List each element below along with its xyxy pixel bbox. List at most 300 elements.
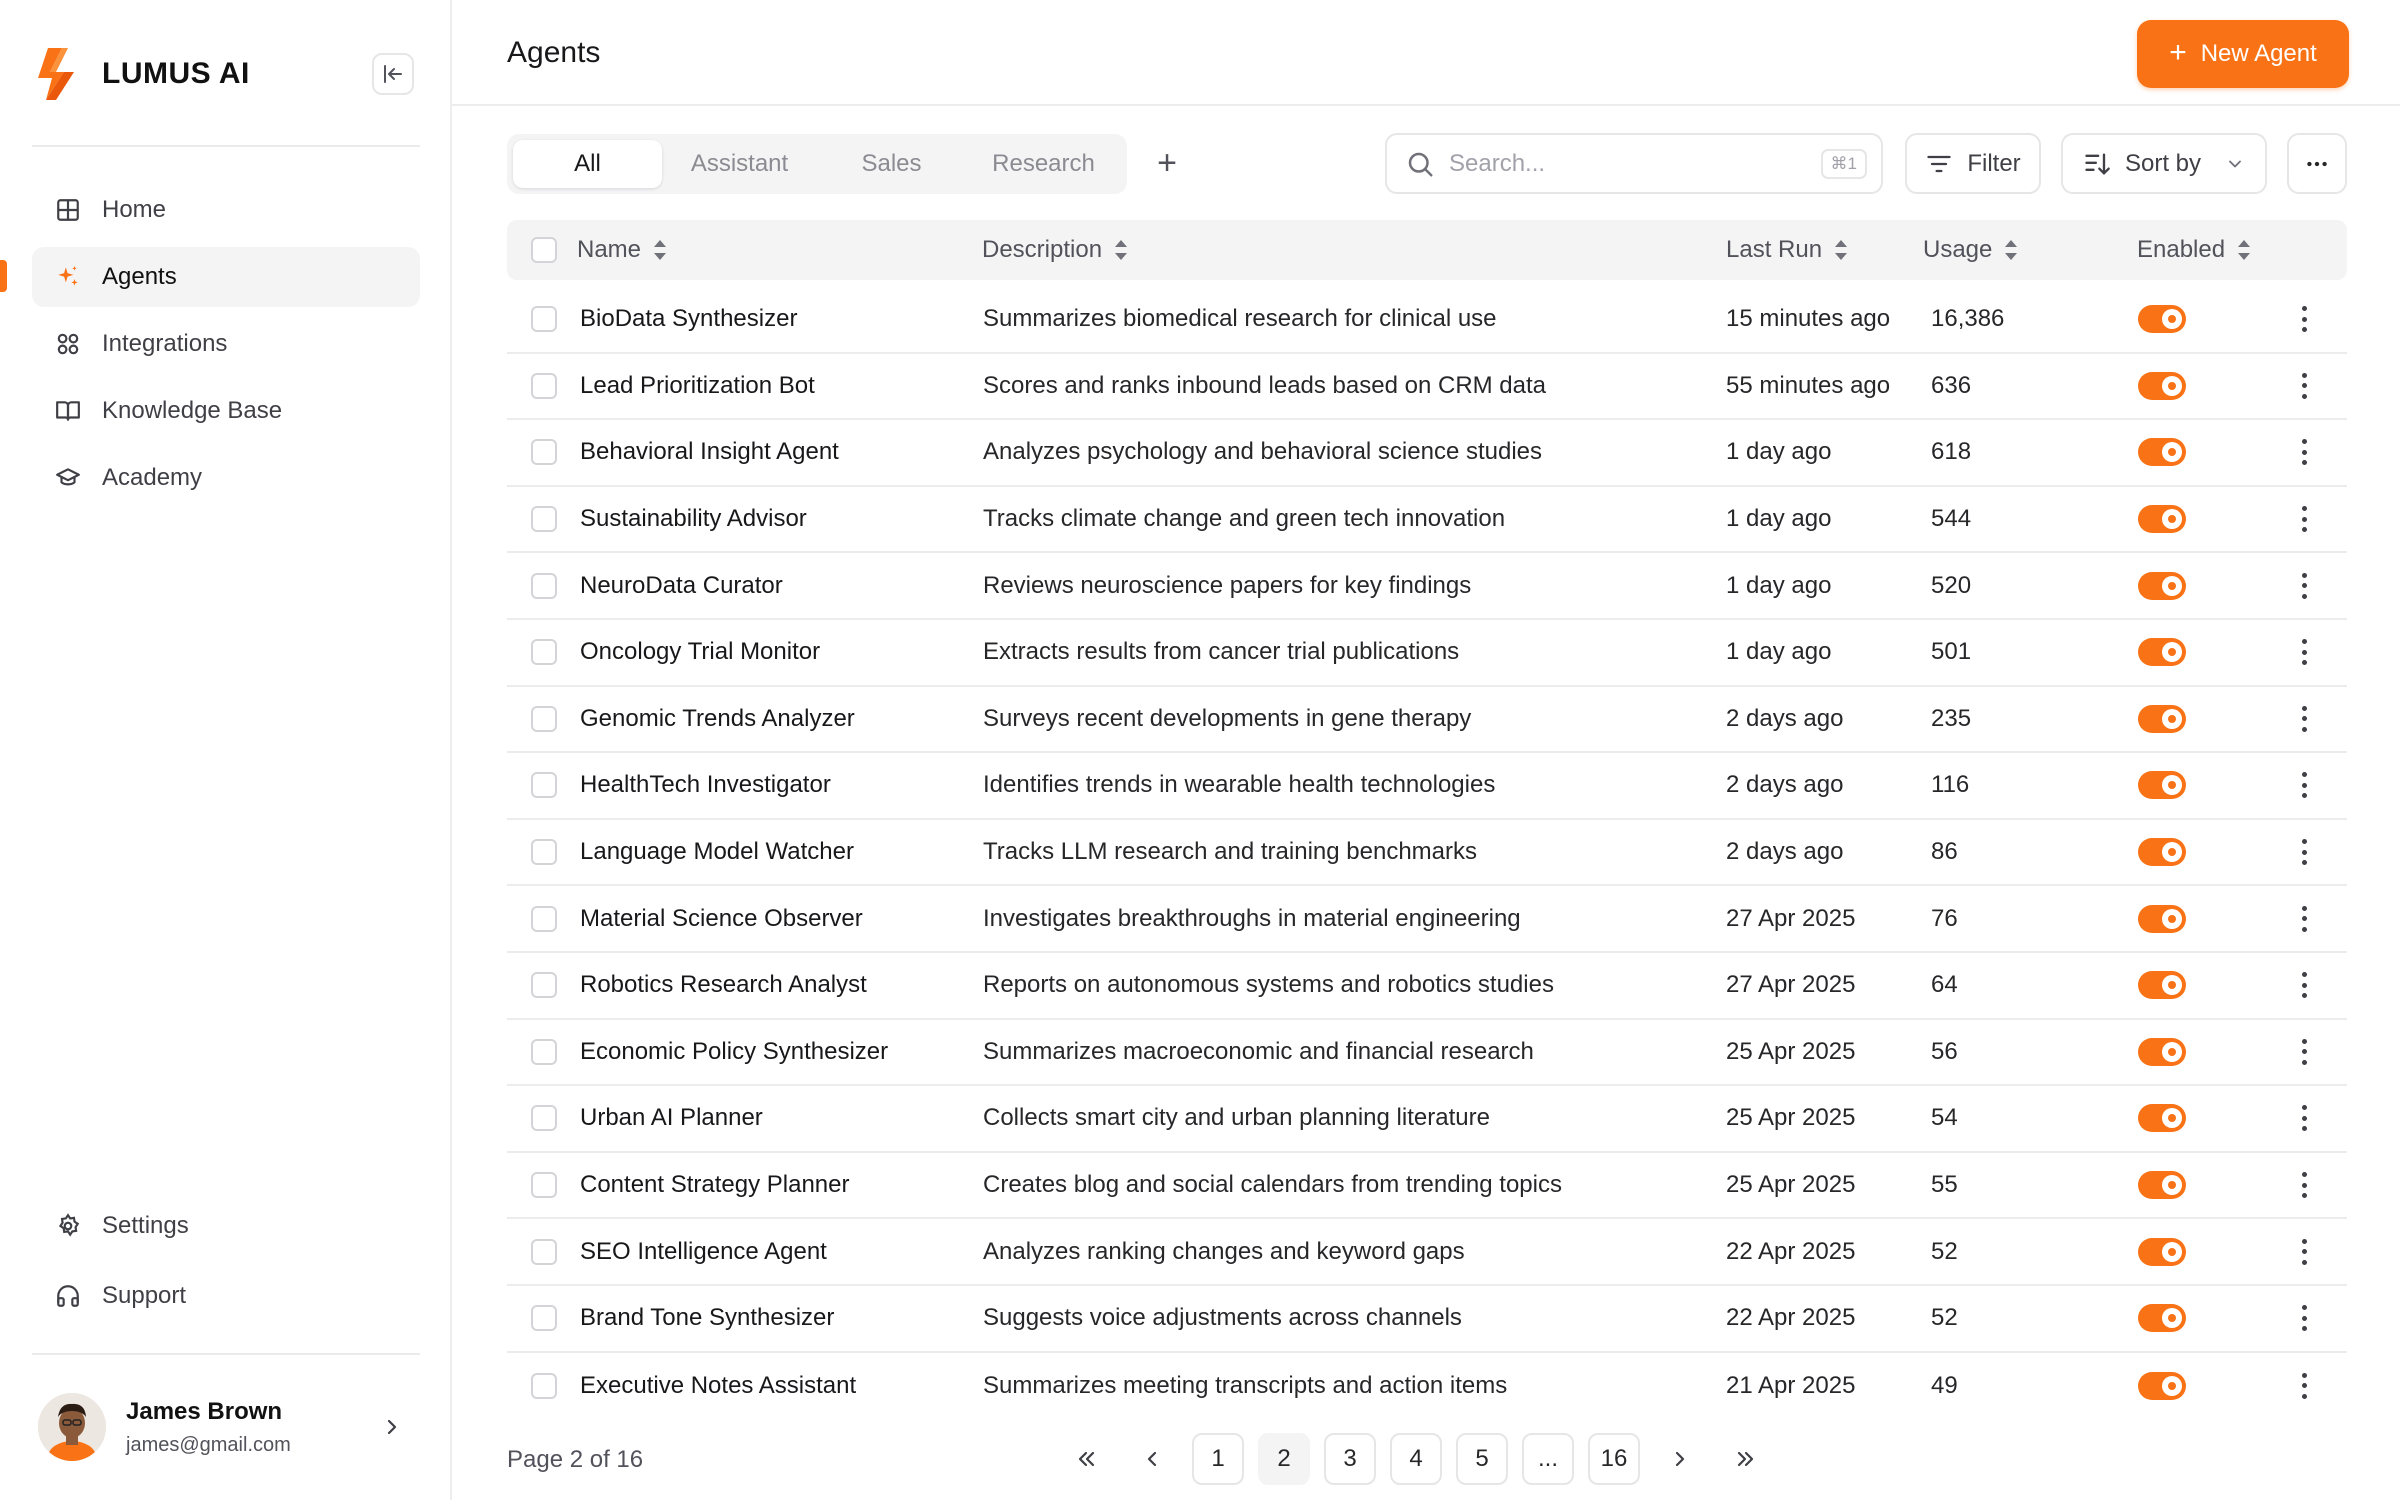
agent-description: Analyzes ranking changes and keyword gaps	[983, 1237, 1465, 1265]
agent-name[interactable]: SEO Intelligence Agent	[580, 1237, 827, 1265]
more-options-button[interactable]	[2287, 133, 2347, 194]
toggle-knob	[2162, 376, 2182, 396]
search-shortcut-badge: ⌘1	[1821, 149, 1867, 179]
enabled-toggle[interactable]	[2138, 1372, 2186, 1400]
row-actions-button[interactable]	[2286, 1286, 2322, 1351]
agent-last-run: 2 days ago	[1726, 838, 1844, 866]
table-row[interactable]	[507, 553, 2347, 620]
row-actions-button[interactable]	[2286, 953, 2322, 1018]
toggle-knob	[2162, 709, 2182, 729]
first-page-button[interactable]	[1060, 1433, 1112, 1485]
agent-name[interactable]: Urban AI Planner	[580, 1104, 763, 1132]
enabled-toggle[interactable]	[2138, 505, 2186, 533]
enabled-toggle[interactable]	[2138, 572, 2186, 600]
agent-last-run: 1 day ago	[1726, 438, 1832, 466]
filter-label: Filter	[1967, 149, 2021, 177]
agent-usage: 116	[1931, 771, 1970, 799]
active-nav-marker	[0, 260, 7, 292]
agent-usage: 235	[1931, 704, 1972, 732]
sidebar-item-label: Home	[102, 196, 167, 223]
agent-name[interactable]: Content Strategy Planner	[580, 1171, 850, 1199]
agent-usage: 544	[1931, 505, 1972, 533]
sidebar-divider	[32, 1353, 420, 1355]
chevrons-right-icon	[1734, 1447, 1758, 1471]
row-checkbox[interactable]	[531, 972, 557, 998]
select-all-checkbox-cell	[531, 220, 557, 280]
row-checkbox-cell	[531, 287, 557, 352]
agent-name[interactable]: Oncology Trial Monitor	[580, 638, 821, 666]
row-actions-button[interactable]	[2286, 753, 2322, 818]
row-actions-button[interactable]	[2286, 1020, 2322, 1085]
sidebar-item-label: Academy	[102, 464, 203, 491]
enabled-toggle-cell	[2138, 820, 2186, 885]
enabled-toggle[interactable]	[2138, 838, 2186, 866]
enabled-toggle[interactable]	[2138, 905, 2186, 933]
table-row[interactable]	[507, 1286, 2347, 1353]
agent-description: Creates blog and social calendars from trending topics	[983, 1171, 1562, 1199]
new-agent-button[interactable]	[2137, 20, 2349, 88]
more-vertical-icon	[2301, 1305, 2307, 1331]
gear-icon	[54, 1212, 82, 1240]
sidebar-item-home[interactable]	[32, 180, 420, 240]
lumus-logo-icon	[34, 46, 84, 102]
toggle-knob	[2162, 1376, 2182, 1396]
more-vertical-icon	[2301, 1172, 2307, 1198]
enabled-toggle-cell	[2138, 620, 2186, 685]
select-all-checkbox[interactable]	[531, 237, 557, 263]
agent-description: Tracks climate change and green tech innovation	[983, 505, 1506, 533]
agent-description: Tracks LLM research and training benchmarks	[983, 838, 1477, 866]
sidebar-divider	[32, 145, 420, 147]
more-vertical-icon	[2301, 1039, 2307, 1065]
table-row[interactable]	[507, 287, 2347, 354]
pagination	[1060, 1432, 1786, 1486]
search-box[interactable]	[1385, 133, 1883, 194]
row-checkbox-cell	[531, 553, 557, 618]
agent-last-run: 15 minutes ago	[1726, 305, 1891, 333]
enabled-toggle-cell	[2138, 1286, 2186, 1351]
agent-usage: 76	[1931, 904, 1958, 932]
table-row[interactable]	[507, 1086, 2347, 1153]
row-checkbox-cell	[531, 953, 557, 1018]
agent-usage: 636	[1931, 371, 1972, 399]
row-checkbox-cell	[531, 1020, 557, 1085]
more-vertical-icon	[2301, 1373, 2307, 1399]
row-checkbox[interactable]	[531, 1039, 557, 1065]
agent-description: Identifies trends in wearable health technologies	[983, 771, 1496, 799]
agent-name[interactable]: Brand Tone Synthesizer	[580, 1304, 835, 1332]
row-actions-button[interactable]	[2286, 1353, 2322, 1420]
row-checkbox-cell	[531, 487, 557, 552]
more-vertical-icon	[2301, 1239, 2307, 1265]
enabled-toggle[interactable]	[2138, 971, 2186, 999]
agent-category-tabs	[507, 134, 1127, 194]
tab-sales[interactable]: Sales	[861, 150, 922, 177]
column-usage[interactable]	[1923, 220, 2018, 280]
row-checkbox[interactable]	[531, 772, 557, 798]
enabled-toggle-cell	[2138, 287, 2186, 352]
agent-name[interactable]: NeuroData Curator	[580, 571, 783, 599]
row-actions-button[interactable]	[2286, 886, 2322, 951]
sort-arrows-icon	[1114, 237, 1128, 263]
enabled-toggle[interactable]	[2138, 1171, 2186, 1199]
agent-name[interactable]: Economic Policy Synthesizer	[580, 1037, 889, 1065]
table-row[interactable]	[507, 953, 2347, 1020]
toggle-knob	[2162, 775, 2182, 795]
more-vertical-icon	[2301, 573, 2307, 599]
row-checkbox-cell	[531, 820, 557, 885]
sparkles-icon	[54, 263, 82, 291]
row-actions-button[interactable]	[2286, 1153, 2322, 1218]
row-checkbox[interactable]	[531, 906, 557, 932]
layout-grid-icon	[54, 196, 82, 224]
toggle-knob	[2162, 1042, 2182, 1062]
agent-description: Reviews neuroscience papers for key findings	[983, 571, 1472, 599]
row-actions-button[interactable]	[2286, 820, 2322, 885]
sidebar-item-knowledge-base[interactable]	[32, 381, 420, 441]
row-checkbox[interactable]	[531, 706, 557, 732]
collapse-icon	[381, 62, 405, 86]
sidebar-item-label: Agents	[102, 263, 177, 290]
enabled-toggle-cell	[2138, 953, 2186, 1018]
chevron-down-icon	[2225, 154, 2245, 174]
sort-arrows-icon	[2237, 237, 2251, 263]
row-checkbox[interactable]	[531, 639, 557, 665]
more-vertical-icon	[2301, 906, 2307, 932]
agent-usage: 520	[1931, 571, 1972, 599]
sidebar-item-label: Support	[102, 1282, 187, 1309]
row-checkbox-cell	[531, 1353, 557, 1420]
table-row[interactable]	[507, 620, 2347, 687]
page-button-current[interactable]: 2	[1258, 1433, 1310, 1485]
agent-name[interactable]: Genomic Trends Analyzer	[580, 704, 855, 732]
row-checkbox-cell	[531, 1086, 557, 1151]
agents-table-body	[507, 287, 2347, 1419]
agent-name[interactable]: Robotics Research Analyst	[580, 971, 867, 999]
agent-usage: 54	[1931, 1104, 1958, 1132]
agent-name[interactable]: Sustainability Advisor	[580, 505, 807, 533]
sidebar	[0, 0, 452, 1500]
enabled-toggle[interactable]	[2138, 305, 2186, 333]
agent-last-run: 1 day ago	[1726, 638, 1832, 666]
toggle-knob	[2162, 1308, 2182, 1328]
agent-description: Suggests voice adjustments across channels	[983, 1304, 1462, 1332]
agent-last-run: 25 Apr 2025	[1726, 1171, 1856, 1199]
agent-description: Collects smart city and urban planning literature	[983, 1104, 1490, 1132]
table-row[interactable]	[507, 820, 2347, 887]
sort-by-button[interactable]	[2061, 133, 2267, 194]
more-vertical-icon	[2301, 306, 2307, 332]
column-last-run[interactable]	[1726, 220, 1848, 280]
profile-email: james@gmail.com	[126, 1433, 291, 1456]
agent-usage: 49	[1931, 1371, 1958, 1399]
search-icon	[1405, 149, 1435, 179]
enabled-toggle-cell	[2138, 753, 2186, 818]
sort-arrows-icon	[653, 237, 667, 263]
chevron-left-icon	[1140, 1447, 1164, 1471]
graduation-cap-icon	[54, 464, 82, 492]
enabled-toggle-cell	[2138, 354, 2186, 419]
enabled-toggle[interactable]	[2138, 705, 2186, 733]
tab-research[interactable]: Research	[992, 150, 1095, 177]
user-profile[interactable]	[38, 1392, 418, 1462]
enabled-toggle-cell	[2138, 420, 2186, 485]
agent-last-run: 22 Apr 2025	[1726, 1237, 1856, 1265]
row-checkbox[interactable]	[531, 839, 557, 865]
row-checkbox[interactable]	[531, 1305, 557, 1331]
agent-usage: 56	[1931, 1037, 1958, 1065]
new-agent-label: New Agent	[2200, 40, 2317, 67]
enabled-toggle-cell	[2138, 487, 2186, 552]
filter-button[interactable]	[1905, 133, 2041, 194]
enabled-toggle-cell	[2138, 1353, 2186, 1420]
row-checkbox[interactable]	[531, 306, 557, 332]
enabled-toggle-cell	[2138, 1086, 2186, 1151]
row-checkbox-cell	[531, 620, 557, 685]
more-vertical-icon	[2301, 506, 2307, 532]
column-enabled[interactable]	[2137, 220, 2251, 280]
row-actions-button[interactable]	[2286, 687, 2322, 752]
book-icon	[54, 397, 82, 425]
table-row[interactable]	[507, 753, 2347, 820]
agent-name[interactable]: Material Science Observer	[580, 904, 863, 932]
agent-last-run: 25 Apr 2025	[1726, 1104, 1856, 1132]
sidebar-item-integrations[interactable]	[32, 314, 420, 374]
row-checkbox-cell	[531, 687, 557, 752]
more-vertical-icon	[2301, 639, 2307, 665]
sidebar-item-label: Settings	[102, 1212, 189, 1239]
page-info: Page 2 of 16	[507, 1446, 644, 1473]
add-tab-button[interactable]: +	[1157, 143, 1177, 182]
sidebar-item-academy[interactable]	[32, 448, 420, 508]
sort-arrows-icon	[1834, 237, 1848, 263]
table-header	[507, 220, 2347, 280]
agent-usage: 86	[1931, 838, 1958, 866]
agent-usage: 16,386	[1931, 305, 2005, 333]
enabled-toggle-cell	[2138, 1219, 2186, 1284]
row-actions-button[interactable]	[2286, 420, 2322, 485]
enabled-toggle[interactable]	[2138, 1038, 2186, 1066]
brand-logo[interactable]	[34, 44, 414, 104]
sidebar-item-label: Knowledge Base	[102, 397, 283, 424]
toggle-knob	[2162, 309, 2182, 329]
table-row[interactable]	[507, 1353, 2347, 1420]
apps-icon	[54, 330, 82, 358]
agent-description: Extracts results from cancer trial publications	[983, 638, 1460, 666]
row-checkbox[interactable]	[531, 506, 557, 532]
page-button[interactable]: 1	[1192, 1433, 1244, 1485]
agent-last-run: 27 Apr 2025	[1726, 971, 1856, 999]
collapse-sidebar-button[interactable]	[372, 53, 414, 95]
row-checkbox-cell	[531, 420, 557, 485]
page-button[interactable]: 3	[1324, 1433, 1376, 1485]
plus-icon: +	[2169, 35, 2187, 69]
toggle-knob	[2162, 509, 2182, 529]
enabled-toggle[interactable]	[2138, 438, 2186, 466]
table-row[interactable]	[507, 1020, 2347, 1087]
enabled-toggle[interactable]	[2138, 771, 2186, 799]
table-row[interactable]	[507, 420, 2347, 487]
row-actions-button[interactable]	[2286, 354, 2322, 419]
agent-last-run: 2 days ago	[1726, 771, 1844, 799]
more-vertical-icon	[2301, 772, 2307, 798]
sort-icon	[2083, 150, 2111, 178]
row-checkbox[interactable]	[531, 573, 557, 599]
toggle-knob	[2162, 1242, 2182, 1262]
agent-last-run: 1 day ago	[1726, 571, 1832, 599]
more-vertical-icon	[2301, 1105, 2307, 1131]
agent-name[interactable]: Language Model Watcher	[580, 838, 854, 866]
table-row[interactable]	[507, 886, 2347, 953]
more-vertical-icon	[2301, 706, 2307, 732]
agent-usage: 52	[1931, 1304, 1958, 1332]
row-checkbox[interactable]	[531, 439, 557, 465]
column-enabled-label: Enabled	[2137, 236, 2226, 263]
enabled-toggle-cell	[2138, 687, 2186, 752]
sidebar-item-label: Integrations	[102, 330, 228, 357]
enabled-toggle[interactable]	[2138, 638, 2186, 666]
row-actions-button[interactable]	[2286, 1086, 2322, 1151]
enabled-toggle-cell	[2138, 553, 2186, 618]
tab-all[interactable]: All	[513, 140, 662, 188]
agent-last-run: 21 Apr 2025	[1726, 1371, 1856, 1399]
agent-description: Summarizes biomedical research for clinical use	[983, 305, 1497, 333]
table-row[interactable]	[507, 354, 2347, 421]
more-vertical-icon	[2301, 839, 2307, 865]
toggle-knob	[2162, 642, 2182, 662]
toggle-knob	[2162, 909, 2182, 929]
agent-usage: 64	[1931, 971, 1958, 999]
agent-description: Surveys recent developments in gene therapy	[983, 704, 1472, 732]
row-checkbox[interactable]	[531, 1172, 557, 1198]
table-row[interactable]	[507, 1153, 2347, 1220]
row-checkbox-cell	[531, 1219, 557, 1284]
sidebar-bottom-nav	[32, 1196, 420, 1336]
agent-last-run: 55 minutes ago	[1726, 371, 1891, 399]
agent-name[interactable]: Executive Notes Assistant	[580, 1371, 857, 1399]
agent-description: Summarizes meeting transcripts and action items	[983, 1371, 1508, 1399]
agent-last-run: 25 Apr 2025	[1726, 1037, 1856, 1065]
agent-name[interactable]: BioData Synthesizer	[580, 305, 798, 333]
sidebar-item-agents[interactable]	[32, 247, 420, 307]
row-actions-button[interactable]	[2286, 487, 2322, 552]
enabled-toggle[interactable]	[2138, 372, 2186, 400]
agent-description: Scores and ranks inbound leads based on CRM data	[983, 371, 1547, 399]
page-button[interactable]: 16	[1588, 1433, 1640, 1485]
page-ellipsis: ...	[1522, 1433, 1574, 1485]
agent-usage: 618	[1931, 438, 1972, 466]
agent-last-run: 22 Apr 2025	[1726, 1304, 1856, 1332]
previous-page-button[interactable]	[1126, 1433, 1178, 1485]
column-usage-label: Usage	[1923, 236, 1993, 263]
row-checkbox-cell	[531, 1153, 557, 1218]
agent-name[interactable]: Behavioral Insight Agent	[580, 438, 839, 466]
enabled-toggle[interactable]	[2138, 1304, 2186, 1332]
toggle-knob	[2162, 442, 2182, 462]
table-row[interactable]	[507, 687, 2347, 754]
headphones-icon	[54, 1282, 82, 1310]
more-vertical-icon	[2301, 972, 2307, 998]
table-row[interactable]	[507, 1219, 2347, 1286]
brand-name: LUMUS AI	[102, 57, 250, 90]
page-button[interactable]: 5	[1456, 1433, 1508, 1485]
toggle-knob	[2162, 1108, 2182, 1128]
row-actions-button[interactable]	[2286, 1219, 2322, 1284]
agent-description: Investigates breakthroughs in material engineering	[983, 904, 1521, 932]
search-input[interactable]	[1449, 150, 1789, 178]
profile-info	[126, 1398, 291, 1457]
column-description-label: Description	[982, 236, 1103, 263]
row-checkbox[interactable]	[531, 1105, 557, 1131]
row-checkbox-cell	[531, 886, 557, 951]
row-checkbox-cell	[531, 1286, 557, 1351]
row-actions-button[interactable]	[2286, 287, 2322, 352]
column-name[interactable]	[577, 220, 667, 280]
more-vertical-icon	[2301, 373, 2307, 399]
chevron-right-icon	[1668, 1447, 1692, 1471]
sidebar-item-settings[interactable]	[32, 1196, 420, 1256]
agent-last-run: 1 day ago	[1726, 505, 1832, 533]
toggle-knob	[2162, 842, 2182, 862]
row-checkbox[interactable]	[531, 1373, 557, 1399]
row-checkbox-cell	[531, 354, 557, 419]
last-page-button[interactable]	[1720, 1433, 1772, 1485]
chevrons-left-icon	[1074, 1447, 1098, 1471]
enabled-toggle-cell	[2138, 1020, 2186, 1085]
row-checkbox[interactable]	[531, 373, 557, 399]
toggle-knob	[2162, 576, 2182, 596]
more-horizontal-icon	[2304, 151, 2330, 177]
table-row[interactable]	[507, 487, 2347, 554]
row-checkbox[interactable]	[531, 1239, 557, 1265]
profile-name: James Brown	[126, 1397, 283, 1425]
agent-last-run: 27 Apr 2025	[1726, 904, 1856, 932]
sidebar-nav	[32, 180, 420, 515]
column-description[interactable]	[982, 220, 1128, 280]
agent-usage: 52	[1931, 1237, 1958, 1265]
chevron-right-icon	[380, 1415, 404, 1439]
next-page-button[interactable]	[1654, 1433, 1706, 1485]
row-actions-button[interactable]	[2286, 553, 2322, 618]
agent-last-run: 2 days ago	[1726, 704, 1844, 732]
sidebar-item-support[interactable]	[32, 1266, 420, 1326]
sort-label: Sort by	[2125, 149, 2202, 177]
agent-description: Analyzes psychology and behavioral science studies	[983, 438, 1542, 466]
enabled-toggle-cell	[2138, 1153, 2186, 1218]
enabled-toggle[interactable]	[2138, 1104, 2186, 1132]
agent-description: Reports on autonomous systems and robotics studies	[983, 971, 1554, 999]
page-title: Agents	[507, 36, 601, 69]
tab-assistant[interactable]: Assistant	[690, 150, 789, 177]
agent-name[interactable]: Lead Prioritization Bot	[580, 371, 815, 399]
top-bar	[452, 0, 2400, 106]
filter-icon	[1925, 150, 1953, 178]
enabled-toggle-cell	[2138, 886, 2186, 951]
page-button[interactable]: 4	[1390, 1433, 1442, 1485]
toggle-knob	[2162, 1175, 2182, 1195]
sort-arrows-icon	[2004, 237, 2018, 263]
row-checkbox-cell	[531, 753, 557, 818]
avatar	[38, 1393, 106, 1461]
more-vertical-icon	[2301, 439, 2307, 465]
agent-name[interactable]: HealthTech Investigator	[580, 771, 831, 799]
enabled-toggle[interactable]	[2138, 1238, 2186, 1266]
agent-usage: 501	[1931, 638, 1972, 666]
row-actions-button[interactable]	[2286, 620, 2322, 685]
agent-description: Summarizes macroeconomic and financial research	[983, 1037, 1534, 1065]
toggle-knob	[2162, 975, 2182, 995]
agent-usage: 55	[1931, 1171, 1958, 1199]
